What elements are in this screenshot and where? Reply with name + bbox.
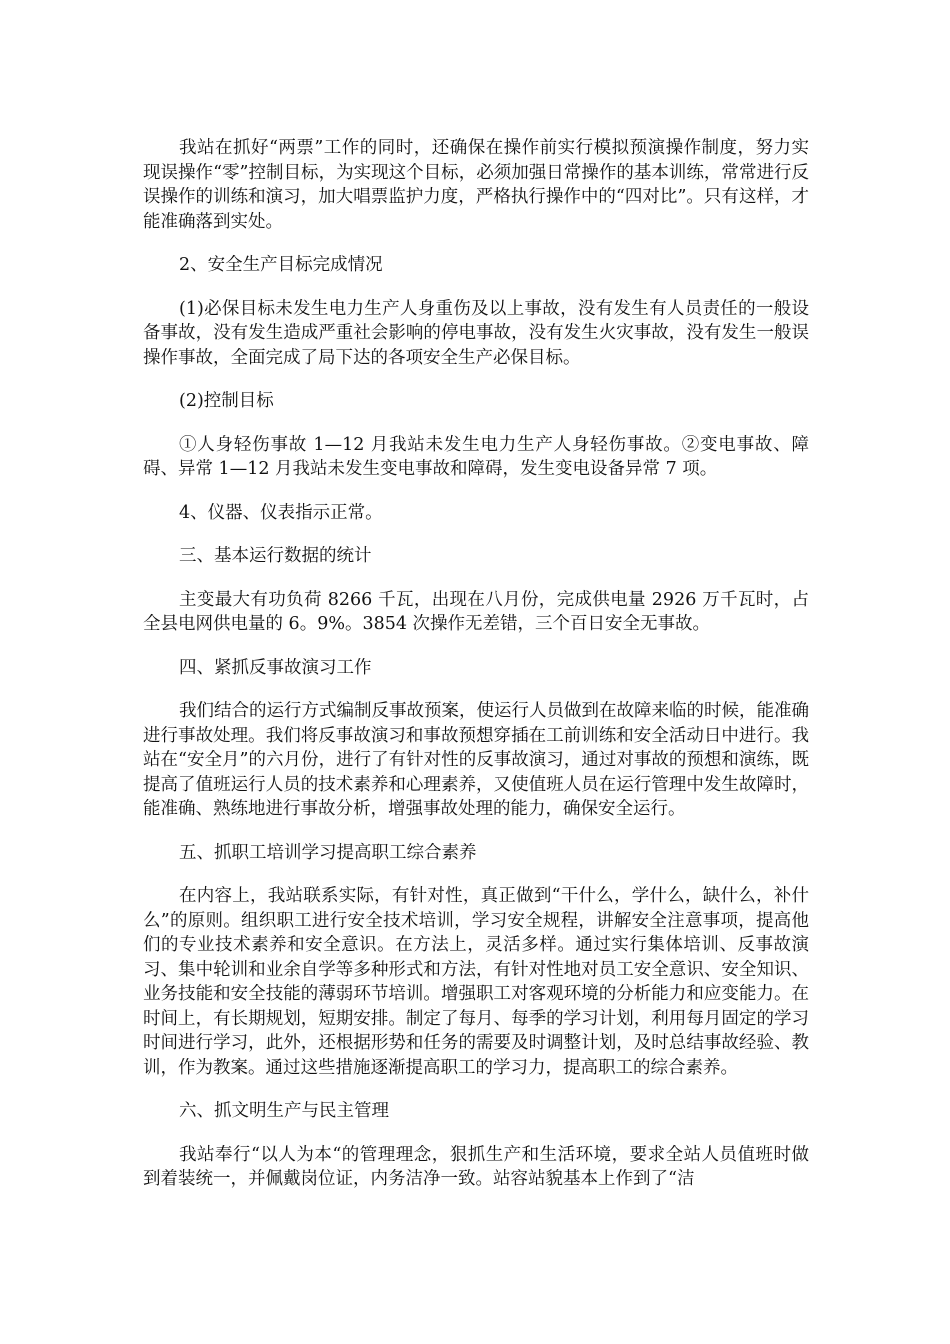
heading-operation-statistics: 三、基本运行数据的统计 bbox=[179, 546, 372, 566]
paragraph-two-tickets: 我站在抓好“两票”工作的同时，还确保在操作前实行模拟预演操作制度，努力实现误操作“零”控制目标，为实现这个目标，必须加强日常操作的基本训练，常常进行反误操作的训练和演习，加大唱票监护力度，严格执行操作中的“四对比”。只有这样，才能准确落到实处。 bbox=[143, 138, 809, 232]
heading-staff-training: 五、抓职工培训学习提高职工综合素养 bbox=[179, 842, 477, 863]
document-body bbox=[143, 136, 809, 1211]
paragraph-staff-training: 在内容上，我站联系实际，有针对性，真正做到“干什么，学什么，缺什么，补什么”的原则。组织职工进行安全技术培训，学习安全规程，讲解安全注意事项，提高他们的专业技术素养和安全意识。在方法上，灵活多样。通过实行集体培训、反事故演习、集中轮训和业余自学等多种形式和方法，有针对性地对员工安全意识、安全知识、业务技能和安全技能的薄弱环节培训。增强职工对客观环境的分析能力和应变能力。在时间上，有长期规划，短期安排。制定了每月、每季的学习计划，利用每月固定的学习时间进行学习，此外，还根据形势和任务的需要及时调整计划，及时总结事故经验、教训，作为教案。通过这些措施逐渐提高职工的学习力，提高职工的综合素养。 bbox=[143, 886, 809, 1078]
heading-anti-accident-drills: 四、紧抓反事故演习工作 bbox=[179, 657, 372, 678]
paragraph-must-guarantee-goals: (1)必保目标未发生电力生产人身重伤及以上事故，没有发生有人员责任的一般设备事故，没有发生造成严重社会影响的停电事故，没有发生火灾事故，没有发生一般误操作事故，全面完成了局下达的各项安全生产必保目标。 bbox=[143, 298, 809, 368]
heading-safety-goal-completion: 2、安全生产目标完成情况 bbox=[179, 255, 383, 275]
heading-civilized-production: 六、抓文明生产与民主管理 bbox=[179, 1101, 389, 1121]
paragraph-civilized-production: 我站奉行“以人为本“的管理理念，狠抓生产和生活环境，要求全站人员值班时做到着装统一，并佩戴岗位证，内务洁净一致。站容站貌基本上作到了“洁 bbox=[143, 1144, 809, 1189]
paragraph-instruments-normal: 4、仪器、仪表指示正常。 bbox=[179, 502, 383, 523]
paragraph-load-statistics: 主变最大有功负荷 8266 千瓦，出现在八月份，完成供电量 2926 万千瓦时，占全县电网供电量的 6。9%。3854 次操作无差错，三个百日安全无事故。 bbox=[143, 589, 809, 634]
paragraph-minor-injury-accidents: ①人身轻伤事故 1—12 月我站未发生电力生产人身轻伤事故。②变电事故、障碍、异常 1—12 月我站未发生变电事故和障碍，发生变电设备异常 7 项。 bbox=[143, 434, 809, 479]
heading-control-goals: (2)控制目标 bbox=[179, 391, 274, 411]
paragraph-anti-accident-drills: 我们结合的运行方式编制反事故预案，使运行人员做到在故障来临的时候，能准确进行事故处理。我们将反事故演习和事故预想穿插在工前训练和安全活动日中进行。我站在“安全月”的六月份，进行了有针对性的反事故演习，通过对事故的预想和演练，既提高了值班运行人员的技术素养和心理素养，又使值班人员在运行管理中发生故障时，能准确、熟练地进行事故分析，增强事故处理的能力，确保安全运行。 bbox=[143, 701, 809, 819]
